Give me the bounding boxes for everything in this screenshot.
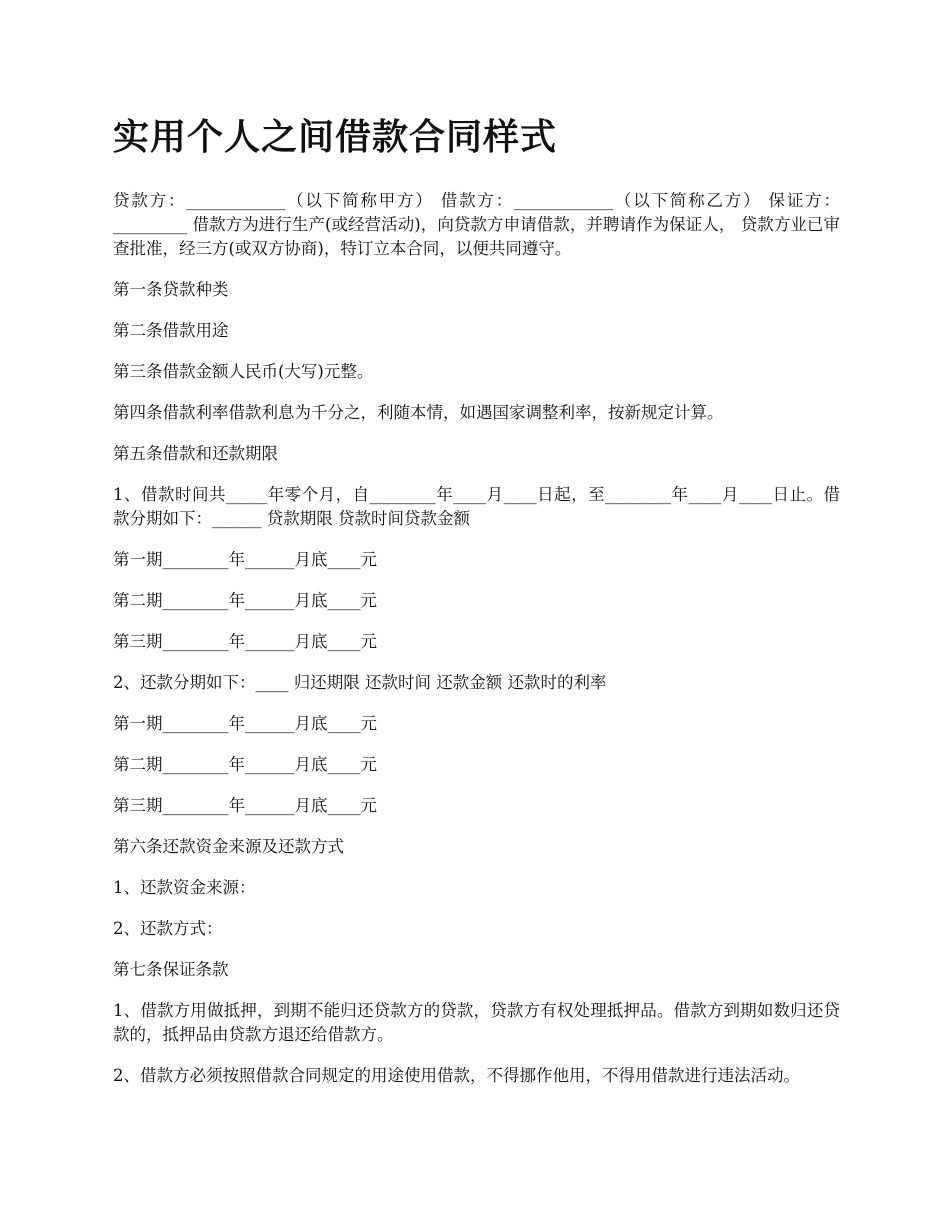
guarantee-clause-1: 1、借款方用做抵押，到期不能归还贷款方的贷款，贷款方有权处理抵押品。借款方到期如数归还贷款的，抵押品由贷款方退还给借款方。 xyxy=(113,1001,840,1044)
repayment-period-1: 第一期________年______月底____元 xyxy=(113,714,377,733)
repayment-source: 1、还款资金来源： xyxy=(113,878,256,897)
loan-term-clause: 1、借款时间共_____年零个月，自________年____月____日起，至________年____月____日止。借款分期如下：______ 贷款期限 贷款时间贷款金额 xyxy=(113,485,840,528)
article-1-heading: 第一条贷款种类 xyxy=(113,280,229,299)
article-2-heading: 第二条借款用途 xyxy=(113,321,229,340)
contract-intro: 贷款方：____________（以下简称甲方） 借款方：____________（以下简称乙方） 保证方：_________ 借款方为进行生产(或经营活动)，向贷款方申请借款，并聘请作为保证人， 贷款方业已审查批准，经三方(或双方协商)，特订立本合同，以便共同遵守。 xyxy=(113,191,840,258)
article-3-amount: 第三条借款金额人民币(大写)元整。 xyxy=(113,362,374,381)
repayment-period-2: 第二期________年______月底____元 xyxy=(113,755,377,774)
loan-period-2: 第二期________年______月底____元 xyxy=(113,591,377,610)
repayment-method: 2、还款方式： xyxy=(113,919,223,938)
document-title: 实用个人之间借款合同样式 xyxy=(113,116,558,158)
loan-period-1: 第一期________年______月底____元 xyxy=(113,550,377,569)
article-4-interest: 第四条借款利率借款利息为千分之，利随本情，如遇国家调整利率，按新规定计算。 xyxy=(113,403,724,422)
loan-period-3: 第三期________年______月底____元 xyxy=(113,632,377,651)
article-6-heading: 第六条还款资金来源及还款方式 xyxy=(113,837,344,856)
repayment-period-3: 第三期________年______月底____元 xyxy=(113,796,377,815)
article-5-heading: 第五条借款和还款期限 xyxy=(113,444,278,463)
repayment-schedule-clause: 2、还款分期如下：____ 归还期限 还款时间 还款金额 还款时的利率 xyxy=(113,673,607,692)
article-7-heading: 第七条保证条款 xyxy=(113,960,229,979)
guarantee-clause-2: 2、借款方必须按照借款合同规定的用途使用借款，不得挪作他用，不得用借款进行违法活动。 xyxy=(113,1066,800,1085)
